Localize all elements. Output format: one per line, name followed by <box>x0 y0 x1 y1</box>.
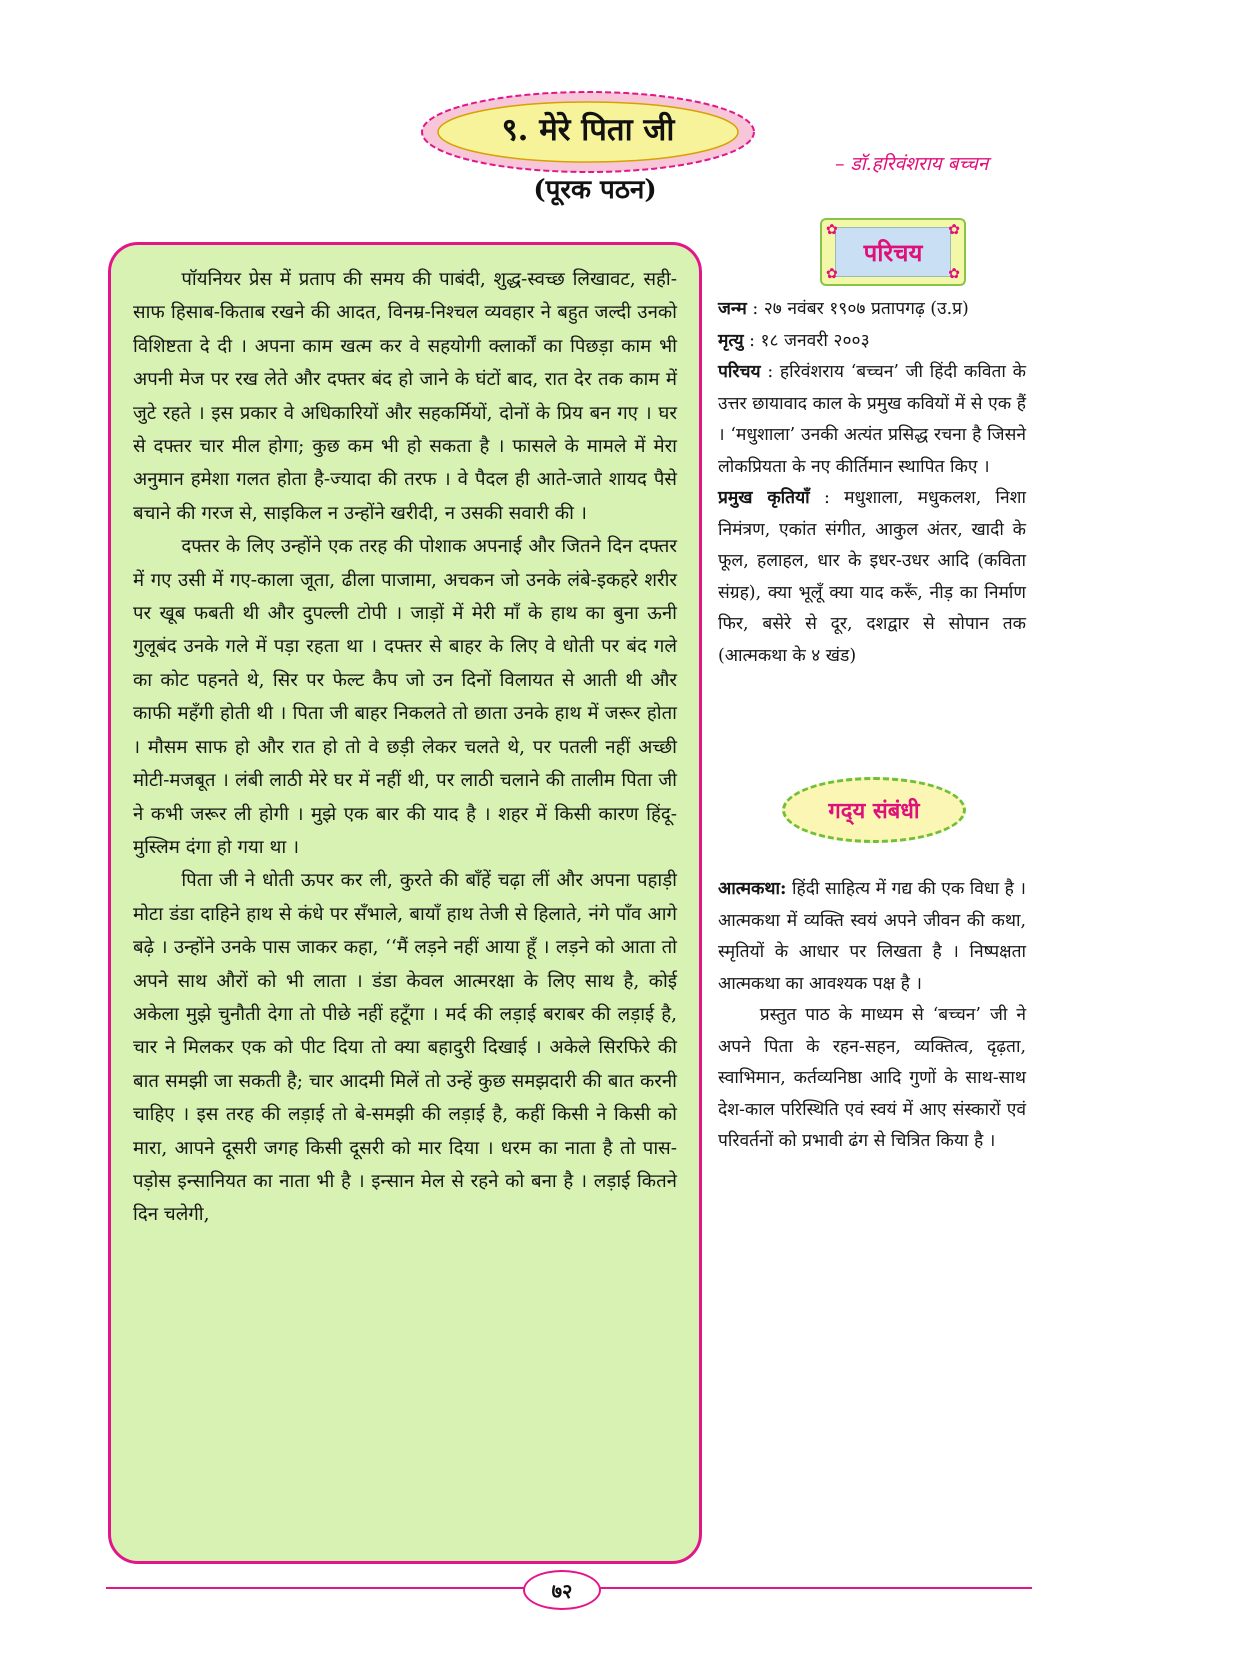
main-text-box <box>108 242 702 1564</box>
main-paragraph-2: दफ्तर के लिए उन्होंने एक तरह की पोशाक अपनाई और जितने दिन दफ्तर में गए उसी में गए-काला जूता, ढीला पाजामा, अचकन जो उनके लंबे-इकहरे शरीर पर खूब फबती थी और दुपल्ली टोपी । जाड़ों में मेरी माँ के हाथ का बुना ऊनी गुलूबंद उनके गले में पड़ा रहता था । दफ्तर से बाहर के लिए वे धोती पर बंद गले का कोट पहनते थे, सिर पर फेल्ट कैप जो उन दिनों विलायत से आती थी और काफी महँगी होती थी । पिता जी बाहर निकलते तो छाता उनके हाथ में जरूर होता । मौसम साफ हो और रात हो तो वे छड़ी लेकर चलते थे, पर पतली नहीं अच्छी मोटी-मजबूत । लंबी लाठी मेरे घर में नहीं थी, पर लाठी चलाने की तालीम पिता जी ने कभी जरूर ली होगी । मुझे एक बार की याद है । शहर में किसी कारण हिंदू-मुस्लिम दंगा हो गया था । <box>133 536 677 858</box>
atmakatha-value: हिंदी साहित्य में गद्य की एक विधा है । आत्मकथा में व्यक्ति स्वयं अपने जीवन की कथा, स्मृतियों के आधार पर लिखता है । निष्पक्षता आत्मकथा का आवश्यक पक्ष है । <box>718 879 1026 994</box>
gadya-section <box>718 874 1026 1158</box>
flower-icon: ✿ <box>826 222 838 238</box>
author-name: – डॉ.हरिवंशराय बच्चन <box>835 153 989 175</box>
main-paragraph-1: पॉयनियर प्रेस में प्रताप की समय की पाबंदी, शुद्ध-स्वच्छ लिखावट, सही-साफ हिसाब-किताब रखने की आदत, विनम्र-निश्चल व्यवहार ने बहुत जल्दी उनको विशिष्टता दे दी । अपना काम खत्म कर वे सहयोगी क्लार्कों का पिछड़ा काम भी अपनी मेज पर रख लेते और दफ्तर बंद हो जाने के घंटों बाद, रात देर तक काम में जुटे रहते । इस प्रकार वे अधिकारियों और सहकर्मियों, दोनों के प्रिय बन गए । घर से दफ्तर चार मील होगा; कुछ कम भी हो सकता है । फासले के मामले में मेरा अनुमान हमेशा गलत होता है-ज्यादा की तरफ । वे पैदल ही आते-जाते शायद पैसे बचाने की गरज से, साइकिल न उन्होंने खरीदी, न उसकी सवारी की । <box>133 269 677 524</box>
gadya-paragraph-2: प्रस्तुत पाठ के माध्यम से ‘बच्चन’ जी ने अपने पिता के रहन-सहन, व्यक्तित्व, दृढ़ता, स्वाभिमान, कर्तव्यनिष्ठा आदि गुणों के साथ-साथ देश-काल परिस्थिति एवं स्वयं में आए संस्कारों एवं परिवर्तनों को प्रभावी ढंग से चित्रित किया है । <box>718 1005 1026 1151</box>
parichay-section <box>718 294 1026 672</box>
chapter-title-banner <box>418 88 758 176</box>
parichay-heading: परिचय <box>835 227 951 277</box>
death-label: मृत्यु <box>718 330 744 351</box>
flower-icon: ✿ <box>948 266 960 282</box>
intro-line <box>718 357 1026 483</box>
atmakatha-label: आत्मकथा: <box>718 879 787 899</box>
flower-icon: ✿ <box>948 222 960 238</box>
works-value: : मधुशाला, मधुकलश, निशा निमंत्रण, एकांत संगीत, आकुल अंतर, खादी के फूल, हलाहल, धार के इधर-उधर आदि (कविता संग्रह), क्या भूलूँ क्या याद करूँ, नीड़ का निर्माण फिर, बसेरे से दूर, दशद्वार से सोपान तक (आत्मकथा के ४ खंड) <box>718 488 1026 666</box>
flower-icon: ✿ <box>826 266 838 282</box>
gadya-heading-badge <box>782 778 966 842</box>
main-paragraph-3: पिता जी ने धोती ऊपर कर ली, कुरते की बाँहें चढ़ा लीं और अपना पहाड़ी मोटा डंडा दाहिने हाथ से कंधे पर सँभाले, बायाँ हाथ तेजी से हिलाते, नंगे पाँव आगे बढ़े । उन्होंने उनके पास जाकर कहा, ‘‘मैं लड़ने नहीं आया हूँ । लड़ने को आता तो अपने साथ औरों को भी लाता । डंडा केवल आत्मरक्षा के लिए साथ है, कोई अकेला मुझे चुनौती देगा तो पीछे नहीं हटूँगा । मर्द की लड़ाई बराबर की लड़ाई है, चार ने मिलकर एक को पीट दिया तो क्या बहादुरी दिखाई । अकेले सिरफिरे की बात समझी जा सकती है; चार आदमी मिलें तो उन्हें कुछ समझदारी की बात करनी चाहिए । इस तरह की लड़ाई तो बे-समझी की लड़ाई है, कहीं किसी ने किसी को मारा, आपने दूसरी जगह किसी दूसरी को मार दिया । धरम का नाता है तो पास-पड़ोस इन्सानियत का नाता भी है । इन्सान मेल से रहने को बना है । लड़ाई कितने दिन चलेगी, <box>133 870 677 1226</box>
birth-line <box>718 294 1026 326</box>
intro-label: परिचय <box>718 362 761 382</box>
chapter-subtitle: (पूरक पठन) <box>533 175 657 205</box>
birth-label: जन्म <box>718 299 747 319</box>
parichay-heading-badge <box>820 218 966 286</box>
chapter-title: ९. मेरे पिता जी <box>501 112 675 148</box>
intro-value: : हरिवंशराय ‘बच्चन’ जी हिंदी कविता के उत्तर छायावाद काल के प्रमुख कवियों में से एक हैं । ‘मधुशाला’ उनकी अत्यंत प्रसिद्ध रचना है जिसने लोकप्रियता के नए कीर्तिमान स्थापित किए । <box>718 362 1026 477</box>
page-number: ७२ <box>523 1570 601 1610</box>
works-line <box>718 483 1026 672</box>
birth-value: : २७ नवंबर १९०७ प्रतापगढ़ (उ.प्र) <box>752 299 969 319</box>
works-label: प्रमुख कृतियाँ <box>718 488 810 508</box>
atmakatha-line <box>718 874 1026 1000</box>
death-line <box>718 326 1026 358</box>
death-value: : १८ जनवरी २००३ <box>749 330 870 351</box>
gadya-heading: गद्‍य संबंधी <box>782 777 966 843</box>
